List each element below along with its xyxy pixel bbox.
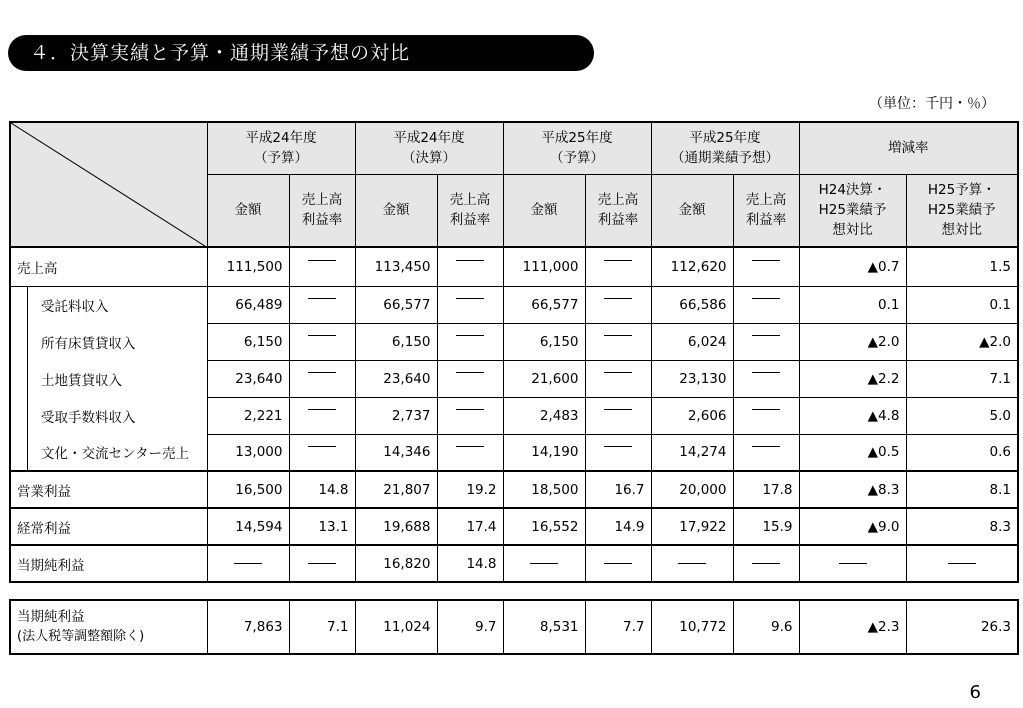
header-margin-line2: 利益率	[745, 212, 787, 229]
empty-dash-cell	[437, 286, 503, 323]
cell-value: 13,000	[207, 434, 289, 471]
cell-value: 2,606	[651, 397, 733, 434]
dash-mark	[604, 298, 632, 299]
cell-value: ▲2.3	[799, 600, 906, 654]
row-label	[10, 397, 207, 434]
row-label	[10, 434, 207, 471]
dash-mark	[456, 335, 484, 336]
dash-mark	[308, 335, 336, 336]
cell-value: 0.1	[906, 286, 1018, 323]
cell-value: 0.1	[799, 286, 906, 323]
header-margin-line1: 売上高	[449, 192, 491, 208]
cell-value: 14,190	[503, 434, 585, 471]
indent-line	[27, 360, 28, 397]
dash-mark	[308, 563, 336, 564]
empty-dash-cell	[651, 545, 733, 582]
empty-dash-cell	[289, 434, 355, 471]
header-cmp1-line2: H25業績予	[818, 202, 887, 219]
header-margin-line2: 利益率	[301, 212, 343, 229]
empty-dash-cell	[437, 323, 503, 360]
cell-value: 66,489	[207, 286, 289, 323]
dash-mark	[604, 563, 632, 564]
empty-dash-cell	[733, 360, 799, 397]
cell-value: 8.3	[906, 508, 1018, 545]
cell-value: 7.7	[585, 600, 651, 654]
header-h25-budget-line1: 平成25年度	[541, 130, 613, 146]
table-row	[10, 471, 1018, 508]
cell-value: ▲0.7	[799, 247, 906, 286]
header-cmp-h24-actual	[799, 174, 906, 247]
header-h25-budget-line2: （予算）	[550, 150, 604, 167]
cell-value: 15.9	[733, 508, 799, 545]
empty-dash-cell	[437, 434, 503, 471]
dash-mark	[752, 260, 780, 261]
cell-value: 111,000	[503, 247, 585, 286]
table-body	[10, 247, 1018, 582]
dash-mark	[839, 563, 867, 564]
empty-dash-cell	[733, 247, 799, 286]
empty-dash-cell	[585, 545, 651, 582]
cell-value: 23,130	[651, 360, 733, 397]
empty-dash-cell	[289, 397, 355, 434]
cell-value: 8,531	[503, 600, 585, 654]
adjusted-label-line2: (法人税等調整額除く)	[17, 629, 145, 645]
dash-mark	[308, 298, 336, 299]
cell-value: 111,500	[207, 247, 289, 286]
header-margin-line2: 利益率	[597, 212, 639, 229]
header-h24-actual-line2: （決算）	[402, 150, 456, 167]
table-row	[10, 434, 1018, 471]
cell-value: 8.1	[906, 471, 1018, 508]
header-cmp2-line3: 想対比	[941, 222, 982, 239]
header-margin-line1: 売上高	[301, 192, 343, 208]
row-label-text: 経常利益	[17, 520, 71, 537]
header-h25-forecast	[651, 122, 799, 174]
row-label	[10, 286, 207, 323]
cell-value: 6,150	[207, 323, 289, 360]
dash-mark	[752, 446, 780, 447]
adjusted-label-line1: 当期純利益	[17, 609, 85, 626]
cell-value: 14.8	[289, 471, 355, 508]
cell-value: 17,922	[651, 508, 733, 545]
row-label-text: 受取手数料収入	[41, 409, 136, 426]
cell-value: 16,552	[503, 508, 585, 545]
cell-value: 6,150	[503, 323, 585, 360]
cell-value: 14,594	[207, 508, 289, 545]
row-label	[10, 247, 207, 286]
empty-dash-cell	[585, 360, 651, 397]
empty-dash-cell	[799, 545, 906, 582]
dash-mark	[752, 409, 780, 410]
cell-value: ▲0.5	[799, 434, 906, 471]
dash-mark	[308, 446, 336, 447]
indent-line	[27, 323, 28, 360]
cell-value: 17.8	[733, 471, 799, 508]
table-row	[10, 323, 1018, 360]
cell-value: ▲9.0	[799, 508, 906, 545]
dash-mark	[948, 563, 976, 564]
dash-mark	[604, 446, 632, 447]
cell-value: 13.1	[289, 508, 355, 545]
header-margin	[733, 174, 799, 247]
cell-value: 112,620	[651, 247, 733, 286]
cell-value: 21,807	[355, 471, 437, 508]
row-label	[10, 323, 207, 360]
dash-mark	[308, 409, 336, 410]
dash-mark	[308, 260, 336, 261]
cell-value: 0.6	[906, 434, 1018, 471]
dash-mark	[752, 335, 780, 336]
header-amount: 金額	[503, 174, 585, 247]
header-h24-budget-line2: （予算）	[254, 150, 308, 167]
dash-mark	[752, 372, 780, 373]
dash-mark	[530, 563, 558, 564]
cell-value: 14,346	[355, 434, 437, 471]
empty-dash-cell	[585, 247, 651, 286]
empty-dash-cell	[733, 323, 799, 360]
header-h25-budget	[503, 122, 651, 174]
header-cmp1-line3: 想対比	[832, 222, 873, 239]
cell-value: 2,483	[503, 397, 585, 434]
header-amount: 金額	[355, 174, 437, 247]
row-label-text: 売上高	[17, 260, 58, 277]
empty-dash-cell	[289, 545, 355, 582]
header-h24-actual	[355, 122, 503, 174]
row-label	[10, 360, 207, 397]
empty-dash-cell	[207, 545, 289, 582]
header-h24-budget-line1: 平成24年度	[245, 130, 317, 146]
dash-mark	[308, 372, 336, 373]
cell-value: 17.4	[437, 508, 503, 545]
empty-dash-cell	[585, 434, 651, 471]
header-amount: 金額	[651, 174, 733, 247]
dash-mark	[456, 260, 484, 261]
empty-dash-cell	[289, 247, 355, 286]
cell-value: 5.0	[906, 397, 1018, 434]
header-amount: 金額	[207, 174, 289, 247]
dash-mark	[604, 335, 632, 336]
row-label	[10, 600, 207, 654]
cell-value: 6,024	[651, 323, 733, 360]
header-margin-line2: 利益率	[449, 212, 491, 229]
row-label-text: 文化・交流センター売上	[41, 446, 189, 462]
cell-value: 113,450	[355, 247, 437, 286]
table-row	[10, 360, 1018, 397]
empty-dash-cell	[733, 545, 799, 582]
header-margin	[585, 174, 651, 247]
header-h25-forecast-line2: （通期業績予想）	[671, 150, 779, 167]
cell-value: 19,688	[355, 508, 437, 545]
cell-value: 9.7	[437, 600, 503, 654]
row-label	[10, 471, 207, 508]
empty-dash-cell	[585, 286, 651, 323]
cell-value: 18,500	[503, 471, 585, 508]
empty-dash-cell	[733, 397, 799, 434]
header-margin-line1: 売上高	[597, 192, 639, 208]
header-cmp2-line2: H25業績予	[927, 202, 996, 219]
empty-dash-cell	[585, 323, 651, 360]
cell-value: ▲2.0	[906, 323, 1018, 360]
empty-dash-cell	[289, 286, 355, 323]
cell-value: 21,600	[503, 360, 585, 397]
header-h25-forecast-line1: 平成25年度	[689, 130, 761, 146]
row-label-text: 当期純利益	[17, 557, 85, 574]
cell-value: 7.1	[289, 600, 355, 654]
cell-value: 66,577	[355, 286, 437, 323]
cell-value: 23,640	[355, 360, 437, 397]
row-label-text: 所有床賃貸収入	[41, 335, 136, 352]
cell-value: 6,150	[355, 323, 437, 360]
header-cmp-h25-budget	[906, 174, 1018, 247]
cell-value: 20,000	[651, 471, 733, 508]
header-h24-actual-line1: 平成24年度	[393, 130, 465, 146]
empty-dash-cell	[585, 397, 651, 434]
cell-value: 2,737	[355, 397, 437, 434]
cell-value: 66,577	[503, 286, 585, 323]
cell-value: 66,586	[651, 286, 733, 323]
empty-dash-cell	[437, 360, 503, 397]
cell-value: 14,274	[651, 434, 733, 471]
indent-line	[27, 434, 28, 471]
cell-value: 16,820	[355, 545, 437, 582]
table-row	[10, 600, 1018, 654]
empty-dash-cell	[437, 247, 503, 286]
header-margin	[437, 174, 503, 247]
cell-value: 14.9	[585, 508, 651, 545]
indent-line	[27, 286, 28, 323]
page-number: 6	[969, 682, 981, 703]
dash-mark	[456, 446, 484, 447]
cell-value: 10,772	[651, 600, 733, 654]
cell-value: ▲8.3	[799, 471, 906, 508]
empty-dash-cell	[437, 397, 503, 434]
cell-value: 7,863	[207, 600, 289, 654]
header-cmp2-line1: H25予算・	[927, 181, 996, 198]
cell-value: 7.1	[906, 360, 1018, 397]
table-row	[10, 397, 1018, 434]
table-row	[10, 286, 1018, 323]
empty-dash-cell	[289, 360, 355, 397]
header-row-1	[10, 122, 1018, 174]
cell-value: 16,500	[207, 471, 289, 508]
table-row	[10, 247, 1018, 286]
cell-value: 16.7	[585, 471, 651, 508]
empty-dash-cell	[733, 434, 799, 471]
cell-value: 2,221	[207, 397, 289, 434]
dash-mark	[604, 409, 632, 410]
indent-line	[27, 397, 28, 434]
cell-value: 26.3	[906, 600, 1018, 654]
dash-mark	[456, 372, 484, 373]
cell-value: ▲2.0	[799, 323, 906, 360]
empty-dash-cell	[503, 545, 585, 582]
table-row	[10, 508, 1018, 545]
empty-dash-cell	[906, 545, 1018, 582]
corner-cell	[10, 122, 207, 247]
header-margin	[289, 174, 355, 247]
dash-mark	[604, 260, 632, 261]
unit-label: （単位：千円・％）	[869, 96, 995, 112]
dash-mark	[752, 563, 780, 564]
diagonal-line	[11, 123, 207, 247]
dash-mark	[456, 409, 484, 410]
header-margin-line1: 売上高	[745, 192, 787, 208]
cell-value: ▲2.2	[799, 360, 906, 397]
cell-value: 14.8	[437, 545, 503, 582]
cell-value: ▲4.8	[799, 397, 906, 434]
row-label-text: 営業利益	[17, 483, 71, 500]
dash-mark	[752, 298, 780, 299]
header-cmp1-line1: H24決算・	[818, 181, 887, 198]
dash-mark	[456, 298, 484, 299]
row-label-text: 受託料収入	[41, 298, 109, 315]
section-title: ４．決算実績と予算・通期業績予想の対比	[8, 35, 594, 71]
row-label	[10, 508, 207, 545]
row-label-text: 土地賃貸収入	[41, 372, 122, 389]
header-change-rate: 増減率	[799, 122, 1018, 174]
cell-value: 1.5	[906, 247, 1018, 286]
dash-mark	[604, 372, 632, 373]
cell-value: 11,024	[355, 600, 437, 654]
results-table	[9, 121, 1019, 583]
dash-mark	[678, 563, 706, 564]
empty-dash-cell	[289, 323, 355, 360]
header-h24-budget	[207, 122, 355, 174]
row-label	[10, 545, 207, 582]
cell-value: 23,640	[207, 360, 289, 397]
cell-value: 19.2	[437, 471, 503, 508]
table-row	[10, 545, 1018, 582]
empty-dash-cell	[733, 286, 799, 323]
cell-value: 9.6	[733, 600, 799, 654]
dash-mark	[234, 563, 262, 564]
adjusted-table	[9, 599, 1019, 655]
